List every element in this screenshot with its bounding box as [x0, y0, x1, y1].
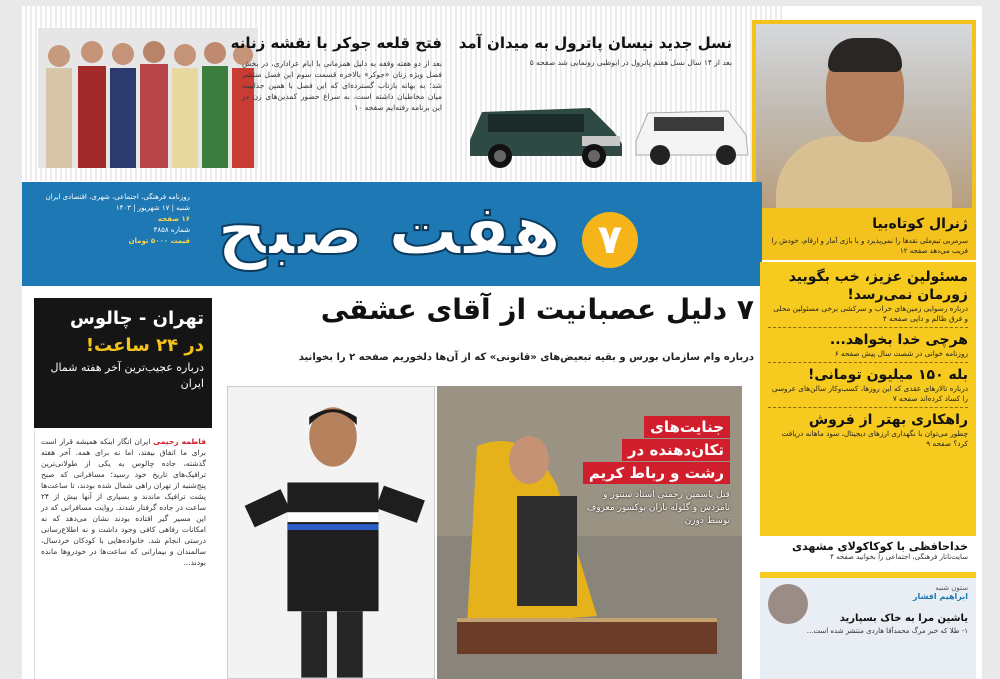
meta-pages: ۱۶ صفحه: [157, 215, 190, 223]
general-promo-title: ژنرال کوتاه‌بیا: [872, 216, 968, 232]
teaser-2-title[interactable]: هرچی خدا بخواهد...: [829, 332, 968, 348]
main-headline[interactable]: ۷ دلیل عصبانیت از آقای عشقی: [320, 293, 754, 326]
meta-line2: شنبه | ۱۷ شهریور | ۱۴۰۳: [115, 204, 190, 212]
logo-number: ۷: [582, 212, 638, 268]
columnist-name: ابراهیم افشار: [912, 592, 968, 601]
columnist-title: یاشین مرا به خاک بسپارید: [839, 613, 968, 624]
women-comedians-photo: [38, 28, 258, 168]
santour-player-photo: [437, 386, 742, 679]
teaser-1-body: درباره رسوایی زمین‌های خراب و سرکشی برخی مسئولین محلی و فرق ظالم و دایی صفحه ۴: [773, 304, 968, 323]
columnist-avatar: [768, 584, 808, 624]
tehran-chalus-box[interactable]: [34, 298, 212, 428]
teaser-4-title[interactable]: راهکاری بهتر از فروش: [808, 412, 968, 428]
women-promo-body: بعد از دو هفته وقفه به دلیل همزمانی با ایام عزاداری، در بخش فصل ویژه زنان «جوکر» بالاخره قسمت سوم این فصل منتشر شد؛ به بهانه بازتاب گسترده‌ای که این فصل با همین جذابیت میان مخاطبان داشته است، به سراغ حضور کمدین‌های زن در این برنامه رفته‌ایم صفحه ۱۰: [242, 59, 442, 112]
crime-title-3: رشت و رباط کریم: [583, 462, 730, 484]
car-promo-title[interactable]: نسل جدید نیسان پاترول به میدان آمد: [458, 34, 732, 52]
divider: [768, 407, 968, 408]
crime-title-1: جنایت‌های: [644, 416, 730, 438]
general-promo-box[interactable]: [752, 20, 976, 260]
divider: [768, 327, 968, 328]
general-promo-sub: سرمربی تیم‌ملی نقدها را نمی‌پذیرد و با بازی‌ آمار و ارقام، خودش را فریب می‌دهد صفحه ۱۲: [771, 237, 968, 255]
dark-box-line2: در ۲۴ ساعت!: [85, 335, 204, 356]
teaser-5-title: خداحافظی با کوکاکولای مشهدی: [792, 540, 968, 553]
newspaper-logo: هفت صبح: [217, 189, 562, 271]
teaser-3-title[interactable]: بله ۱۵۰ میلیون تومانی!: [807, 367, 968, 383]
columnist-box[interactable]: [760, 578, 976, 679]
columnist-label: ستون شنبه: [935, 584, 968, 592]
columnist-body: ۱- طلا که خبر مرگ محمدآقا هاردی منتشر شده است...: [806, 627, 968, 635]
left-column-body: ایران انگار اینکه همیشه قرار است برای ما اتفاق بیفتد، اما نه برای همه. آخر هفته گذشته، جاده چالوس به یکی از طولانی‌ترین ترافیک‌های تاریخ خود رسید؛ مسافرانی که صبح پنج‌شنبه از تهران راهی شمال شده بودند، تا ساعت‌ها پشت ترافیک ماندند و بسیاری از آنها بیش از ۲۴ ساعت در جاده گرفتار شدند. روایت مسافرانی که در این مسیر گیر افتاده بودند نشان می‌دهد که نه امکانات رفاهی کافی وجود داشت و نه اطلاع‌رسانی درستی انجام شد. خانواده‌هایی با کودکان خردسال، سالمندان و بیمارانی که ساعت‌ها در خودروها مانده بودند...: [41, 437, 206, 567]
meta-issue: شماره ۴۸۵۸: [153, 226, 190, 234]
patrol-white-car-image: [632, 101, 752, 171]
women-promo-title[interactable]: فتح قلعه جوکر با نقشه زنانه: [230, 34, 442, 52]
crime-title-2: تکان‌دهنده در: [622, 439, 730, 461]
boxer-photo: [227, 386, 435, 679]
left-column-author: فاطمه رحیمی: [153, 437, 206, 446]
teaser-5-body: سایت‌تاتار فرهنگی، اجتماعی را بخوانید صفحه ۴: [830, 553, 968, 561]
dark-box-line1: تهران - چالوس: [70, 308, 204, 329]
meta-line1: روزنامه فرهنگی، اجتماعی، شهری، اقتصادی ایران: [45, 193, 190, 201]
dark-box-line3: درباره عجیب‌ترین آخر هفته شمال ایران: [50, 361, 204, 390]
car-promo-sub: بعد از ۱۴ سال نسل هفتم پاترول در ابوظبی رونمایی شد صفحه ۵: [529, 58, 732, 67]
meta-price: قیمت ۵۰۰۰ تومان: [128, 237, 190, 245]
issue-meta: [40, 192, 190, 247]
teaser-4-body: چطور می‌توان با نگهداری ارزهای دیجیتال، سود ماهانه دریافت کرد؟ صفحه ۹: [781, 429, 968, 448]
teaser-1-title[interactable]: مسئولین عزیز، خب بگویید زورمان نمی‌رسد!: [788, 269, 968, 303]
teaser-3-body: درباره تالارهای عقدی که این روزها، کسب‌وکار سالن‌های عروسی را کساد کرده‌اند صفحه ۷: [771, 384, 968, 403]
patrol-dark-car-image: [462, 92, 628, 170]
newspaper-front-page: [22, 6, 982, 679]
crime-story-overlay[interactable]: [580, 416, 730, 528]
left-column-article: [34, 430, 212, 679]
masthead: [22, 182, 762, 286]
main-subhead: درباره وام سازمان بورس و بقیه تبعیض‌های «قانونی» که از آن‌ها دلخوریم صفحه ۲ را بخوانید: [298, 352, 754, 363]
crime-sub: قتل یاسمین رحمتی استاد سنتور و نامزدش و گلوله باران بوکسور معروف توسط دوزن: [586, 490, 730, 526]
coach-photo: [756, 24, 972, 208]
teaser-5-box[interactable]: [760, 536, 976, 572]
teaser-2-body: روزنامه خوانی در شصت سال پیش صفحه ۶: [834, 349, 968, 358]
divider: [768, 362, 968, 363]
